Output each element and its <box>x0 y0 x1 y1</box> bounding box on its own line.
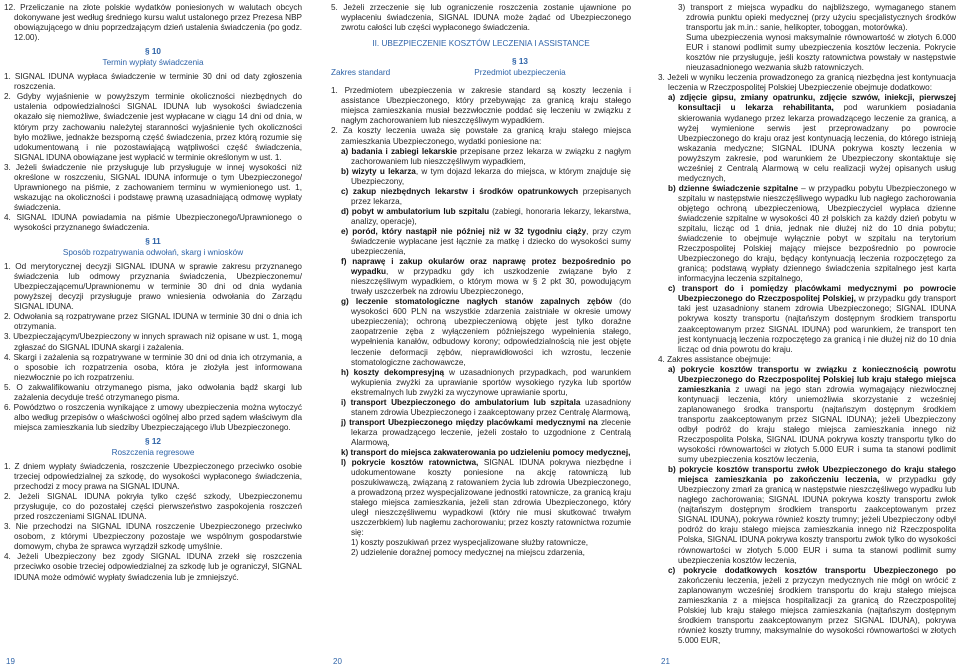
p3-item-a <box>658 93 956 183</box>
s12-paragraph-3: 3. Nie przechodzi na SIGNAL IDUNA roszczenie Ubezpieczonego przeciwko osobom, z którymi Ubezpieczony pozostaje we wspólnym gospodarstwie domowym, chyba że sprawca wyrządził szkodę umyślnie. <box>4 522 302 552</box>
column-left <box>4 3 302 583</box>
section-11-title: Sposób rozpatrywania odwołań, skarg i wniosków <box>62 248 244 258</box>
page-number-left: 19 <box>6 657 15 666</box>
list-item-d <box>331 207 631 227</box>
list-item-f-text: , w przypadku gdy ich uszkodzenie związane było z nieszczęśliwym wypadkiem, o którym mowa w § 2 pkt 30, powodującym trwały uszczerbek na zdrowiu Ubezpieczonego, <box>351 267 631 297</box>
list-item-e-bold: e) poród, który nastąpił nie później niż w 32 tygodniu ciąży <box>341 226 587 236</box>
p3-item-b <box>658 184 956 284</box>
list-item-k-bold: k) transport do miejsca zakwaterowania po udzieleniu pomocy medycznej, <box>341 447 631 457</box>
column-middle <box>331 3 631 558</box>
list-item-b-text: , w tym dojazd lekarza do miejsca, w którym znajduje się Ubezpieczony, <box>351 166 631 186</box>
column-right <box>658 3 956 646</box>
paragraph-5: 5. Jeżeli zrzeczenie się lub ograniczenie roszczenia zostanie ujawnione po wypłaceniu świadczenia, SIGNAL IDUNA może żądać od Ubezpieczonego zwrotu całości lub części wypłaconego świadczenia. <box>331 3 631 33</box>
chapter-heading: II. UBEZPIECZENIE KOSZTÓW LECZENIA I ASSISTANCE <box>372 39 590 49</box>
section-12-title: Roszczenia regresowe <box>111 447 195 457</box>
paragraph-4: 4. Zakres assistance obejmuje: <box>658 354 771 364</box>
list-item-c-bold: c) zakup niezbędnych lekarstw i środków opatrunkowych <box>341 186 579 196</box>
list-item-h-text: w uzasadnionych przypadkach, pod warunkiem wykupienia zwyżki za uprawianie sportów wysokiego ryzyka lub sportów ekstremalnych lub zwyżki za wyczynowe uprawianie sportu, <box>351 367 631 397</box>
section-10-title: Termin wypłaty świadczenia <box>102 58 204 68</box>
p4-item-a-text: z uwagi na jego stan zdrowia wymagający niezwłocznej kontynuacji leczenia, który uniemożliwia skorzystanie z wcześniej zaplanowanego środka transportu (najtańszym dostępnym środkiem transportu zaakceptowanym przez SIGNAL IDUNA); jeżeli Ubezpieczony odbył podróż do kraju stałego miejsca zamieszkania innego niż Rzeczpospolita Polska, SIGNAL IDUNA pokrywa koszty transportu tylko do wysokości równowartości w złotych 5.000 EUR i suma ta stanowi podlimit sumy ubezpieczenia kosztów leczenia, <box>678 384 956 465</box>
list-item-i-bold: i) transport Ubezpieczonego do ambulatorium lub szpitala <box>341 397 581 407</box>
paragraph-2: 2. Za koszty leczenia uważa się powstałe za granicą kraju stałego miejsca zamieszkania Ubezpieczonego, wydatki poniesione na: <box>331 126 631 146</box>
p3-item-a-bold: a) zdjęcie gipsu, zmiany opatrunku, zdjęcie szwów, iniekcji, pierwszej konsultacji u lekarza rehabilitanta, <box>668 93 956 113</box>
list-item-g <box>331 297 631 367</box>
list-item-j-bold: j) transport Ubezpieczonego między placówkami medycznymi na <box>341 417 598 427</box>
list-item-g-text: (do wysokości 600 PLN na wszystkie zdarzenia zaistniałe w okresie umowy ubezpieczenia); ochroną ubezpieczeniową objęte jest tylko doraźne zaopatrzenie zęba z wyłączeniem późniejszego wypełnienia stałego, wypełnienia kanałów, odbudowy korony; odpowiedzialnością nie jest objęte leczenie deformacji zębów, nieprawidłowości ich wzrostu, leczenie stomatologiczne zachowawcze, <box>351 297 631 367</box>
list-item-j <box>331 418 631 448</box>
list-item-b <box>331 167 631 187</box>
page-number-right: 21 <box>661 657 670 666</box>
list-item-f <box>331 257 631 297</box>
rescue-limit-note: Suma ubezpieczenia wynosi maksymalnie równowartość w złotych 6.000 EUR i stanowi podlimit sumy ubezpieczenia kosztów leczenia. Pokrycie kosztów nie przysługuje, jeśli koszty ratownictwa powstały w następstwie nieuzasadnionego wezwania służb ratowniczych. <box>686 33 956 73</box>
section-13-heading <box>409 53 631 78</box>
list-item-i-text: uzasadniony stanem zdrowia Ubezpieczonego i zaakceptowany przez Centralę Alarmową, <box>351 397 631 417</box>
list-item-e <box>331 227 631 257</box>
page-number-middle: 20 <box>333 657 342 666</box>
sub-item-3: 3) transport z miejsca wypadku do najbliższego, wymaganego stanem zdrowia punktu opieki medycznej (przy użyciu specjalistycznych środków transportu jak m.in.: sanie, helikopter, toboggan, motorówka). <box>678 3 956 33</box>
sub-item-1: 1) koszty poszukiwań przez wyspecjalizowane służby ratownicze, <box>351 538 589 548</box>
list-item-c-text: przepisanych przez lekarza, <box>351 186 631 206</box>
p4-item-c-text: zakończeniu leczenia, jeżeli z przyczyn medycznych nie mógł on wrócić z zaplanowanym wcześniej środkiem transportu do kraju stałego miejsca zamieszkania z a miejsca hospitalizacji za granicą do Rzeczpospolitej Polskiej lub kraju stałego miejsca zamieszkania (najtańszym dostępnym środkiem transportu zaakceptowanym przez SIGNAL IDUNA), pokrywa również koszty trumny, maksymalnie do wysokości równowartości w złotych 5.000 EUR, <box>678 575 956 645</box>
s11-paragraph-2: 2. Odwołania są rozpatrywane przez SIGNAL IDUNA w terminie 30 dni o dnia ich otrzymania. <box>4 312 302 332</box>
s10-paragraph-4: 4. SIGNAL IDUNA powiadamia na piśmie Ubezpieczonego/Uprawnionego o wysokości przyznanego świadczenia. <box>4 212 302 232</box>
sub-item-2: 2) udzielenie doraźnej pomocy medycznej na miejscu zdarzenia, <box>351 548 585 558</box>
p3-item-c-text: w przypadku gdy transport taki jest uzasadniony stanem zdrowia Ubezpieczonego; SIGNAL IDUNA pokrywa koszty transportu (najtańszym dostępnym środkiem transportu zaakceptowanym przez SIGNAL IDUNA) pod warunkiem, że transport ten jest kontynuacją leczenia rozpoczętego za granicą i nie dłużej niż do 10 dnia licząc od dnia powrotu do kraju. <box>678 294 956 354</box>
p4-item-c-bold: c) pokrycie dodatkowych kosztów transportu Ubezpieczonego po <box>668 565 956 575</box>
s12-paragraph-2: 2. Jeżeli SIGNAL IDUNA pokryła tylko część szkody, Ubezpieczonemu przysługuje, co do pozostałej części pierwszeństwo zaspokojenia roszczeń przed roszczeniami SIGNAL IDUNA. <box>4 492 302 522</box>
paragraph-1: 1. Przedmiotem ubezpieczenia w zakresie standard są koszty leczenia i assistance Ubezpieczonego, który przebywając za granicą kraju stałego miejsca zamieszkania musiał bezzwłocznie poddać się leczeniu w związku z nagłym zachorowaniem lub nieszczęśliwym wypadkiem. <box>331 86 631 126</box>
s11-paragraph-4: 4. Skargi i zażalenia są rozpatrywane w terminie 30 dni od dnia ich otrzymania, a o sposobie ich rozpatrzenia osoba, która je złożyła jest informowana niezwłocznie po ich rozpatrzeniu. <box>4 352 302 382</box>
s10-paragraph-1: 1. SIGNAL IDUNA wypłaca świadczenie w terminie 30 dni od daty zgłoszenia roszczenia. <box>4 72 302 92</box>
list-item-g-bold: g) leczenie stomatologiczne nagłych stanów zapalnych zębów <box>341 297 612 307</box>
list-item-l <box>331 458 631 538</box>
p4-item-b-bold: b) pokrycie kosztów transportu zwłok Ubezpieczonego do kraju stałego miejsca zamieszkania po zakończeniu leczenia, <box>668 465 956 485</box>
list-item-k <box>331 448 631 458</box>
s12-paragraph-4: 4. Jeżeli Ubezpieczony bez zgody SIGNAL IDUNA zrzekł się roszczenia przeciwko osobie trzeciej odpowiedzialnej za szkodę lub je ograniczył, SIGNAL IDUNA może odmówić wypłaty świadczenia lub je zmniejszyć. <box>4 552 302 582</box>
section-12-number: § 12 <box>145 436 161 446</box>
s10-paragraph-3: 3. Jeżeli świadczenie nie przysługuje lub przysługuje w innej wysokości niż określone w roszczeniu, SIGNAL IDUNA informuje o tym Ubezpieczonego/ Uprawnionego na piśmie, z zachowaniem terminu w wymienionego ust. 1, wskazując na okoliczności i podstawę prawną uzasadniającą odmowę wypłaty świadczenia. <box>4 162 302 212</box>
list-item-c <box>331 187 631 207</box>
section-11-number: § 11 <box>145 237 161 247</box>
list-item-f-bold: f) naprawę i zakup okularów oraz naprawę protez bezpośrednio po wypadku <box>341 257 631 277</box>
section-10-number: § 10 <box>145 47 161 57</box>
p3-item-c <box>658 284 956 354</box>
list-item-h <box>331 368 631 398</box>
scope-header <box>331 53 631 78</box>
p3-item-b-bold: b) dzienne świadczenie szpitalne <box>668 183 799 193</box>
list-item-e-text: , przy czym świadczenie wypłacane jest łącznie za matkę i dziecko do wysokości sumy ubezpieczenia, <box>351 226 631 257</box>
section-13-number: § 13 <box>512 57 528 67</box>
p4-item-b-text: w przypadku gdy Ubezpieczony zmarł za granicą w następstwie nieszczęśliwego wypadku lub nagłego zachorowania; SIGNAL IDUNA pokrywa koszty transportu zwłok (najtańszym dostępnym środkiem transportu zaakceptowanym przez SIGNAL IDUNA), pokrywa również koszty trumny; jeżeli Ubezpieczony odbył podróż do kraju stałego miejsca zamieszkania innego niż Rzeczpospolita Polska, SIGNAL IDUNA pokrywa koszty transportu zwłok tylko do wysokości równowartości w złotych 5.000 EUR i suma ta stanowi podlimit sumy ubezpieczenia kosztów leczenia, <box>678 475 956 565</box>
section-13-title: Przedmiot ubezpieczenia <box>474 68 566 78</box>
p4-item-c <box>658 566 956 646</box>
list-item-i <box>331 398 631 418</box>
list-item-l-text: SIGNAL IDUNA pokrywa niezbędne i udokumentowane koszty poniesione na akcję ratowniczą lub poszukiwawczą, związaną z ratowaniem życia lub zdrowia Ubezpieczonego, a prowadzoną przez wyspecjalizowane jednostki ratownicze, za granicą kraju stałego miejsca zamieszkania, jeżeli stan zdrowia Ubezpieczonego, który uległ nieszczęśliwemu wypadkowi (który nie musi skutkować trwałym uszczerbkiem) lub nagłemu zachorowaniu; przez koszty ratownictwa rozumie się: <box>351 458 632 538</box>
s11-paragraph-6: 6. Powództwo o roszczenia wynikające z umowy ubezpieczenia można wytoczyć albo według przepisów o właściwości ogólnej albo przed sądem właściwym dla miejsca zamieszkania lub siedziby Ubezpieczającego i/lub Ubezpieczonego. <box>4 402 302 432</box>
list-item-a-bold: a) badania i zabiegi lekarskie <box>341 146 457 156</box>
p3-item-c-bold: c) transport do i pomiędzy placówkami medycznymi po powrocie Ubezpieczonego do Rzeczpospolitej Polskiej, <box>668 284 956 304</box>
p4-item-b <box>658 465 956 565</box>
s11-paragraph-5: 5. O zakwalifikowaniu otrzymanego pisma, jako odwołania bądź skargi lub zażalenia decyduje treść otrzymanego pisma. <box>4 382 302 402</box>
list-item-d-text: (zabiegi, honoraria lekarzy, lekarstwa, analizy, operacje), <box>351 206 631 226</box>
list-item-d-bold: d) pobyt w ambulatorium lub szpitalu <box>341 206 490 216</box>
list-item-j-text: zlecenie lekarza prowadzącego leczenie, jeżeli zostało to uzgodnione z Centralą Alarmową, <box>351 417 631 447</box>
p4-item-a <box>658 365 956 465</box>
s10-paragraph-2: 2. Gdyby wyjaśnienie w powyższym terminie okoliczności niezbędnych do ustalenia odpowiedzialności SIGNAL IDUNA lub wysokości świadczenia okazało się niemożliwe, świadczenie jest wypłacane w ciągu 14 dni od dnia, w którym przy zachowaniu należytej staranności wyjaśnienie tych okoliczności było możliwe, jednakże bezsporną część świadczenia, przez którą rozumie się udokumentowaną i nie pozostawiającą wątpliwości część świadczenia, SIGNAL IDUNA obowiązane jest wypłacić w terminie określonym w ust. 1. <box>4 92 302 162</box>
s12-paragraph-1: 1. Z dniem wypłaty świadczenia, roszczenie Ubezpieczonego przeciwko osobie trzeciej odpowiedzialnej za szkodę, do wysokości wypłaconego świadczenia, przechodzi z mocy prawa na SIGNAL IDUNA. <box>4 462 302 492</box>
p3-item-a-text: pod warunkiem posiadania skierowania wydanego przez lekarza prowadzącego leczenie za granicą, a wyżej wymienione serwis jest przeprowadzany po powrocie Ubezpieczonego do kraju oraz jest kontynuacją leczenia, do którego istnieją wskazania medyczne; SIGNAL IDUNA pokrywa koszty leczenia w powyższym zakresie, pod warunkiem że Ubezpieczony skontaktuje się wcześniej z Centralą Alarmową w celu realizacji wyżej opisanych usług medycznych, <box>678 103 956 183</box>
item-12: 12. Przeliczanie na złote polskie wydatków poniesionych w walutach obcych dokonywane jest według średniego kursu walut ustalonego przez Prezesa NBP obowiązującego w dniu poprzedzającym dzień ustalenia świadczenia (po godz. 12.00). <box>4 3 302 43</box>
list-item-b-bold: b) wizyty u lekarza <box>341 166 416 176</box>
paragraph-3: 3. Jeżeli w wyniku leczenia prowadzonego za granicą niezbędna jest kontynuacja leczenia w Rzeczpospolitej Polskiej Ubezpieczenie obejmuje dodatkowo: <box>658 73 956 93</box>
list-item-h-bold: h) koszty dekompresyjną <box>341 367 445 377</box>
scope-label: Zakres standard <box>331 68 391 78</box>
p4-item-a-bold: a) pokrycie kosztów transportu w związku z koniecznością powrotu Ubezpieczonego do Rzeczpospolitej Polskiej lub kraju stałego miejsca zamieszkania <box>668 364 956 394</box>
s11-paragraph-1: 1. Od merytorycznej decyzji SIGNAL IDUNA w sprawie zakresu przyznanego świadczenia lub odmowy przyznania świadczenia, Ubezpieczonemu/ Ubezpieczającemu/Uprawnionemu w terminie 30 dni od dnia wydania powyższej decyzji przysługuje prawo wniesienia odwołania do Zarządu SIGNAL IDUNA. <box>4 262 302 312</box>
list-item-a <box>331 147 631 167</box>
list-item-l-bold: l) pokrycie kosztów ratownictwa, <box>341 458 479 468</box>
p3-item-b-text: – w przypadku pobytu Ubezpieczonego w szpitalu w następstwie nieszczęśliwego wypadku lub nagłego zachorowania objętego ochroną ubezpieczeniową, Ubezpieczyciel wypłaca dzienne świadczenie szpitalne w wysokości 40 zł polskich za każdy dzień pobytu w szpitalu, licząc od 1 dnia, jednak nie dłużej niż do 10 dnia pobytu; świadczenie to obejmuje wyłącznie pobyt w szpitalu na terytorium Rzeczpospolitej Polskiej mający miejsce bezpośrednio po powrocie Ubezpieczonego do kraju, będący kontynuacją leczenia rozpoczętego za granicą; podstawą wypłaty dziennego świadczenia szpitalnego jest karta informacyjna leczenia szpitalnego, <box>678 183 956 284</box>
s11-paragraph-3: 3. Ubezpieczającym/Ubezpieczony w innych sprawach niż opisane w ust. 1, mogą zgłaszać do SIGNAL IDUNA skargi i zażalenia. <box>4 332 302 352</box>
list-item-a-text: przepisane przez lekarza w związku z nagłym zachorowaniem lub nieszczęśliwym wypadkiem, <box>351 146 631 166</box>
